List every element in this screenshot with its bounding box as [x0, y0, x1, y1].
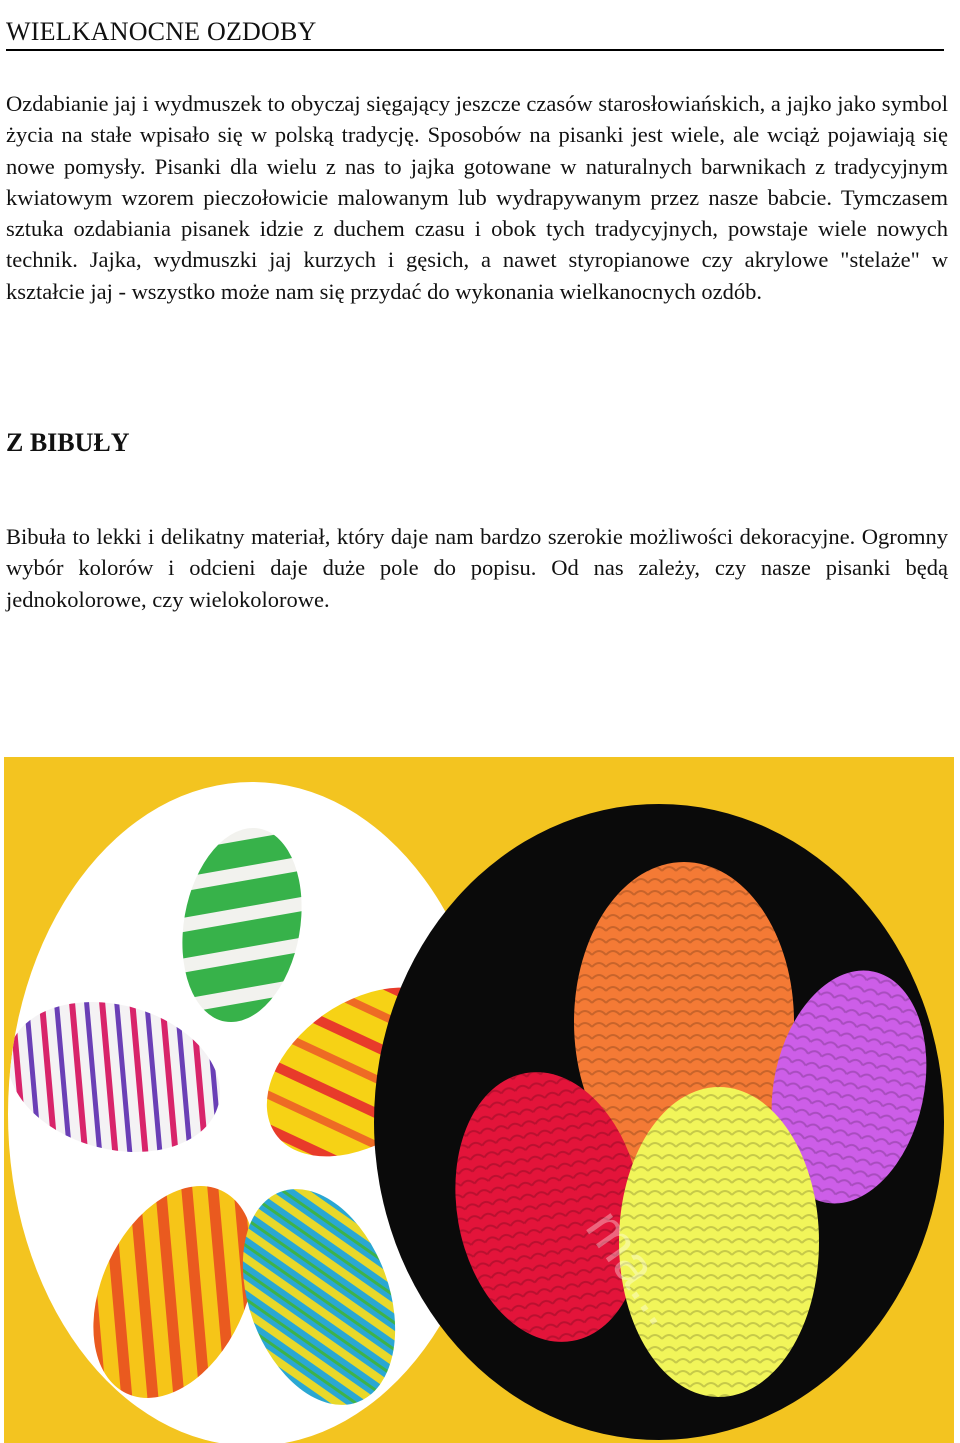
photo-watermark: ma...: [574, 1197, 698, 1336]
right-egg-circle: [374, 804, 947, 1440]
section-paragraph: Bibuła to lekki i delikatny materiał, który daje nam bardzo szerokie możliwości dekoracyjne. Ogromny wybór kolorów i odcieni daje duże pole do popisu. Od nas zależy, czy nasze pisanki będą jednokolorowe, czy wielokolorowe.: [6, 524, 948, 612]
intro-paragraph: Ozdabianie jaj i wydmuszek to obyczaj sięgający jeszcze czasów starosłowiańskich, a jajko jako symbol życia na stałe wpisało się w polską tradycję. Sposobów na pisanki jest wiele, ale wciąż pojawiają się nowe pomysły. Pisanki dla wielu z nas to jajka gotowane w naturalnych barwnikach z tradycyjnym kwiatowym wzorem pieczołowicie malowanym lub wydrapywanym przez nasze babcie. Tymczasem sztuka ozdabiania pisanek idzie z duchem czasu i obok tych tradycyjnych, powstaje wiele nowych technik. Jajka, wydmuszki jaj kurzych i gęsich, a nawet styropianowe czy akrylowe "stelaże" w kształcie jaj - wszystko może nam się przydać do wykonania wielkanocnych ozdób.: [6, 91, 948, 304]
page-title: WIELKANOCNE OZDOBY: [6, 17, 944, 51]
section-heading: Z BIBUŁY: [6, 428, 130, 457]
easter-eggs-photo: [4, 757, 954, 1443]
